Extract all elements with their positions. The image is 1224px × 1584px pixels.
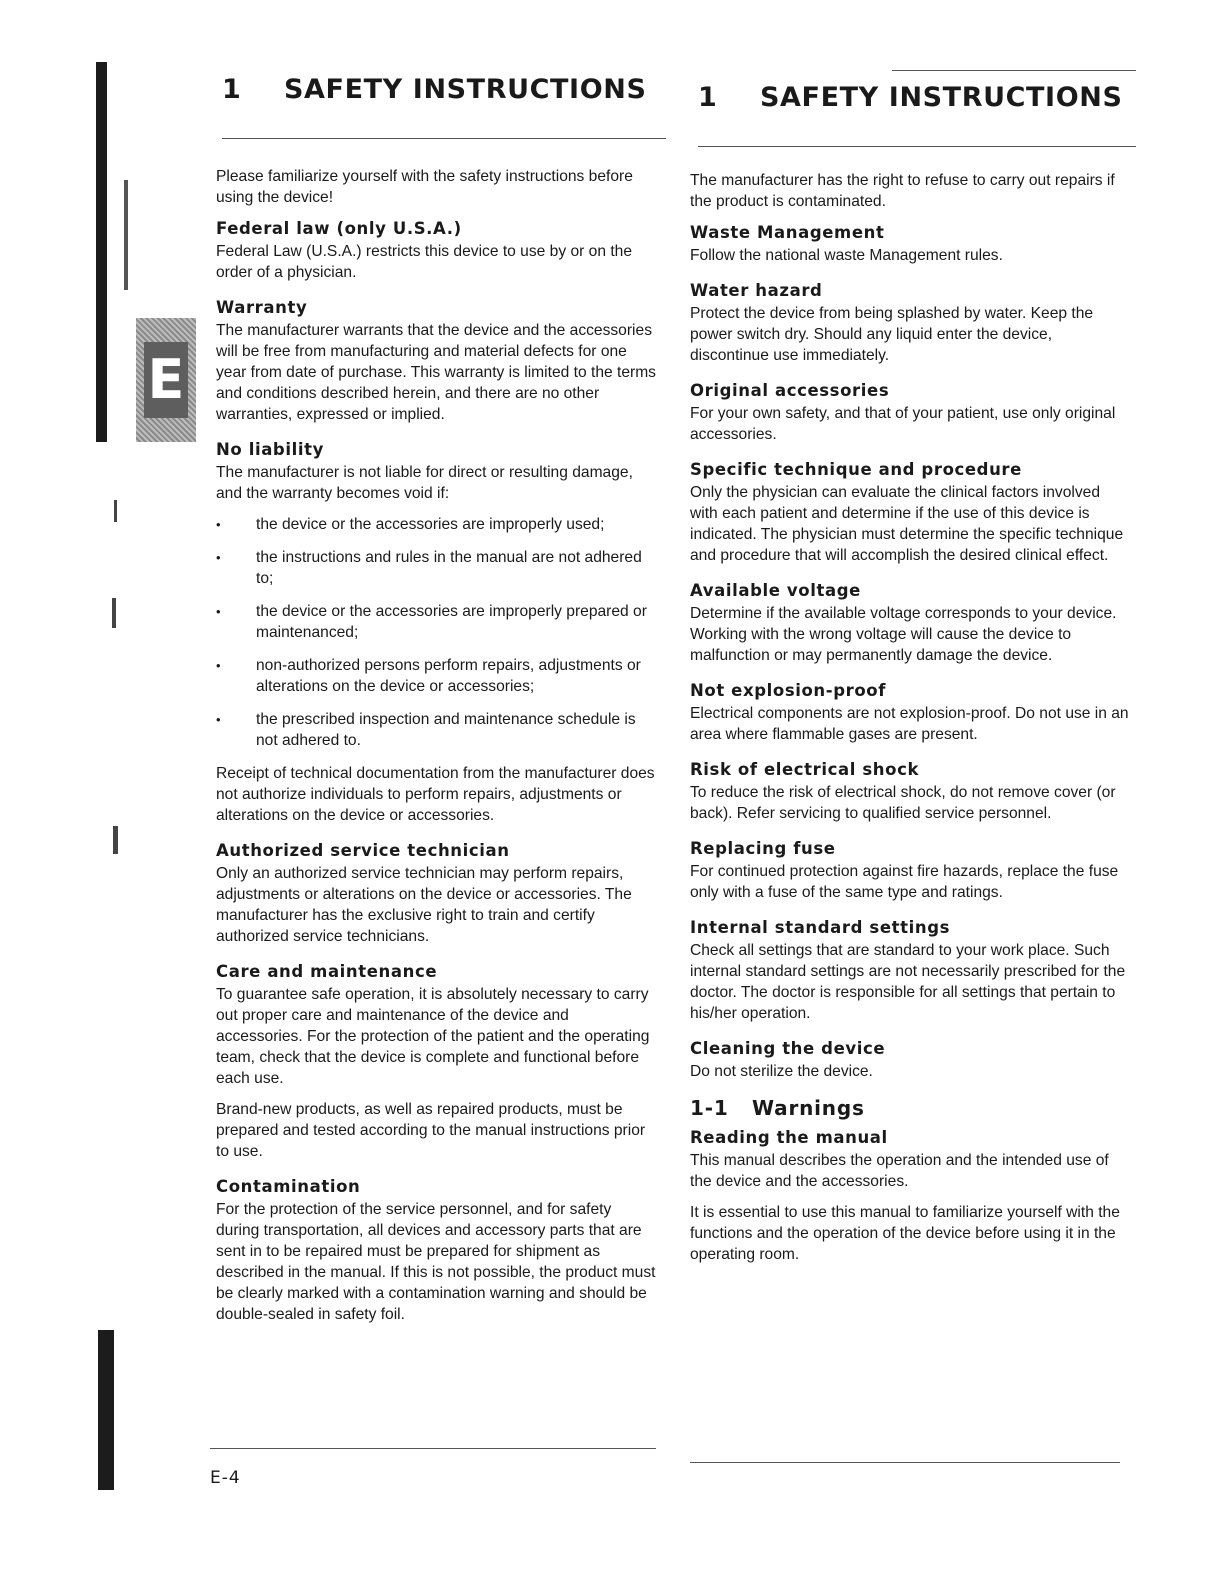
section-text: Follow the national waste Management rules.: [690, 247, 1003, 264]
section-no-liability: [216, 439, 658, 826]
section-reading-manual: [690, 1127, 1132, 1265]
section-title: Warranty: [216, 298, 308, 317]
scan-edge-bottom: [98, 1330, 114, 1490]
section-index-letter: E: [144, 342, 188, 418]
section-title: Specific technique and procedure: [690, 460, 1022, 479]
list-item: • the prescribed inspection and maintenance schedule is not adhered to.: [216, 709, 658, 751]
section-specific-technique: [690, 459, 1132, 566]
page-number: E-4: [210, 1468, 241, 1488]
section-text: To reduce the risk of electrical shock, do not remove cover (or back). Refer servicing to qualified service personnel.: [690, 784, 1116, 822]
subsection-heading-warnings: [690, 1098, 1132, 1119]
section-title: Original accessories: [690, 381, 890, 400]
section-title: Contamination: [216, 1177, 361, 1196]
chapter-number: 1: [698, 82, 718, 113]
section-text: This manual describes the operation and the intended use of the device and the accessories.: [690, 1152, 1109, 1190]
intro-text: Please familiarize yourself with the safety instructions before using the device!: [216, 168, 633, 206]
section-warranty: [216, 297, 658, 425]
section-waste-management: [690, 222, 1132, 266]
right-column: [690, 170, 1132, 1279]
section-text: Brand-new products, as well as repaired products, must be prepared and tested according to the manual instructions prior to use.: [216, 1101, 646, 1160]
intro-text: The manufacturer has the right to refuse to carry out repairs if the product is contaminated.: [690, 172, 1115, 210]
list-item: • the device or the accessories are improperly prepared or maintenanced;: [216, 601, 658, 643]
section-not-explosion-proof: [690, 680, 1132, 745]
section-title: Internal standard settings: [690, 918, 951, 937]
footer-rule-right: [690, 1462, 1120, 1463]
chapter-title: SAFETY INSTRUCTIONS: [284, 74, 647, 105]
section-title: Available voltage: [690, 581, 861, 600]
section-federal-law: [216, 218, 658, 283]
scan-speck: [113, 826, 118, 854]
section-title: Not explosion-proof: [690, 681, 887, 700]
header-rule-right: [698, 146, 1136, 147]
section-text: Only the physician can evaluate the clinical factors involved with each patient and determine if the use of this device is indicated. The physician must determine the specific technique and procedure that will accomplish the desired clinical effect.: [690, 484, 1124, 564]
section-text: It is essential to use this manual to familiarize yourself with the functions and the operation of the device before using it in the operating room.: [690, 1204, 1120, 1263]
page-title-right: [698, 82, 1123, 113]
section-title: Care and maintenance: [216, 962, 438, 981]
liability-list: [216, 514, 658, 751]
list-item: • non-authorized persons perform repairs, adjustments or alterations on the device or accessories;: [216, 655, 658, 697]
section-title: Replacing fuse: [690, 839, 836, 858]
section-contamination: [216, 1176, 658, 1325]
section-text: The manufacturer is not liable for direct or resulting damage, and the warranty becomes void if:: [216, 464, 633, 502]
section-text: For your own safety, and that of your patient, use only original accessories.: [690, 405, 1116, 443]
section-text: Electrical components are not explosion-proof. Do not use in an area where flammable gases are present.: [690, 705, 1129, 743]
subsection-title: Warnings: [752, 1096, 865, 1120]
section-title: Federal law (only U.S.A.): [216, 219, 462, 238]
list-item: • the device or the accessories are improperly used;: [216, 514, 658, 535]
chapter-title: SAFETY INSTRUCTIONS: [760, 82, 1123, 113]
section-text: Receipt of technical documentation from the manufacturer does not authorize individuals to perform repairs, adjustments or alterations on the device or accessories.: [216, 765, 655, 824]
section-text: For the protection of the service personnel, and for safety during transportation, all devices and accessory parts that are sent in to be repaired must be prepared for shipment as described in the manual. If this is not possible, the product must be clearly marked with a contamination warning and should be double-sealed in safety foil.: [216, 1201, 656, 1323]
scan-edge-mid: [124, 180, 128, 290]
section-authorized-technician: [216, 840, 658, 947]
footer-rule-left: [210, 1448, 656, 1449]
section-text: For continued protection against fire hazards, replace the fuse only with a fuse of the same type and ratings.: [690, 863, 1119, 901]
section-text: Federal Law (U.S.A.) restricts this device to use by or on the order of a physician.: [216, 243, 633, 281]
section-title: Cleaning the device: [690, 1039, 886, 1058]
section-text: Check all settings that are standard to your work place. Such internal standard settings are not necessarily prescribed for the doctor. The doctor is responsible for all settings that pertain to his/her operation.: [690, 942, 1126, 1022]
section-title: Waste Management: [690, 223, 885, 242]
section-title: No liability: [216, 440, 324, 459]
list-item: • the instructions and rules in the manual are not adhered to;: [216, 547, 658, 589]
section-text: Protect the device from being splashed by water. Keep the power switch dry. Should any liquid enter the device, discontinue use immediately.: [690, 305, 1094, 364]
section-title: Risk of electrical shock: [690, 760, 920, 779]
chapter-number: 1: [222, 74, 242, 105]
scan-speck: [112, 598, 116, 628]
section-title: Reading the manual: [690, 1128, 888, 1147]
header-rule-top: [892, 70, 1136, 71]
section-text: Only an authorized service technician may perform repairs, adjustments or alterations on the device or accessories. The manufacturer has the exclusive right to train and certify authorized service technicians.: [216, 865, 632, 945]
section-electrical-shock: [690, 759, 1132, 824]
section-replacing-fuse: [690, 838, 1132, 903]
section-care-maintenance: [216, 961, 658, 1162]
section-cleaning: [690, 1038, 1132, 1082]
page-title-left: [222, 74, 647, 105]
header-rule-left: [222, 138, 666, 139]
scan-edge-top: [96, 62, 107, 442]
section-text: To guarantee safe operation, it is absolutely necessary to carry out proper care and maintenance of the device and accessories. For the protection of the patient and the operating team, check that the device is complete and functional before each use.: [216, 986, 650, 1087]
section-internal-settings: [690, 917, 1132, 1024]
section-text: Determine if the available voltage corresponds to your device. Working with the wrong voltage will cause the device to malfunction or may permanently damage the device.: [690, 605, 1117, 664]
subsection-number: 1-1: [690, 1096, 729, 1120]
section-original-accessories: [690, 380, 1132, 445]
left-column: [216, 166, 658, 1339]
section-text: Do not sterilize the device.: [690, 1063, 873, 1080]
scan-speck: [114, 500, 117, 522]
section-available-voltage: [690, 580, 1132, 666]
section-water-hazard: [690, 280, 1132, 366]
section-text: The manufacturer warrants that the device and the accessories will be free from manufacturing and material defects for one year from date of purchase. This warranty is limited to the terms and conditions described herein, and there are no other warranties, expressed or implied.: [216, 322, 656, 423]
section-title: Authorized service technician: [216, 841, 510, 860]
section-index-tab: [136, 318, 196, 442]
section-title: Water hazard: [690, 281, 823, 300]
